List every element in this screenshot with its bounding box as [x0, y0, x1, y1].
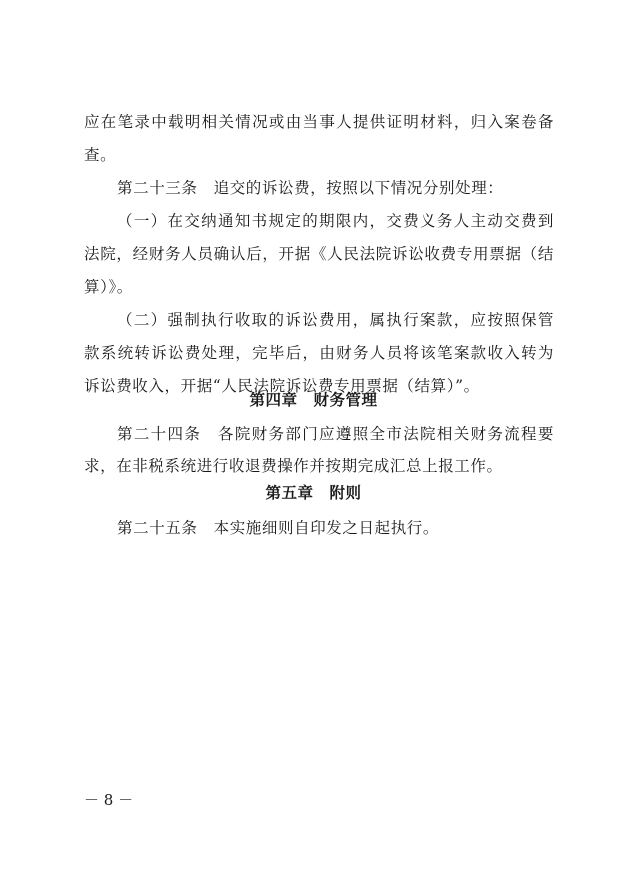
clause-1-line: 法院，经财务人员确认后，开据《人民法院诉讼收费专用票据（结 [84, 245, 554, 263]
clause-1-line: （一）在交纳通知书规定的期限内，交费义务人主动交费到 [117, 212, 554, 230]
article-24-line: 求，在非税系统进行收退费操作并按期完成汇总上报工作。 [84, 457, 503, 475]
clause-1-line: 算）》。 [84, 278, 133, 296]
clause-2-line: 诉讼费收入，开据“人民法院诉讼费专用票据（结算）”。 [84, 377, 480, 395]
article-23-line: 第二十三条 追交的诉讼费，按照以下情况分别处理： [117, 179, 504, 197]
clause-2-line: 款系统转诉讼费处理，完毕后，由财务人员将该笔案款收入转为 [84, 344, 554, 362]
article-25-line: 第二十五条 本实施细则自印发之日起执行。 [117, 519, 440, 537]
chapter-5-heading: 第五章 附则 [265, 484, 362, 502]
page-number: － 8 － [84, 791, 134, 809]
clause-2-line: （二）强制执行收取的诉讼费用，属执行案款，应按照保管 [117, 311, 554, 329]
chapter-4-heading: 第四章 财务管理 [249, 391, 378, 409]
paragraph-line: 查。 [84, 146, 117, 164]
article-24-line: 第二十四条 各院财务部门应遵照全市法院相关财务流程要 [117, 425, 554, 443]
paragraph-line: 应在笔录中载明相关情况或由当事人提供证明材料，归入案卷备 [84, 113, 554, 131]
